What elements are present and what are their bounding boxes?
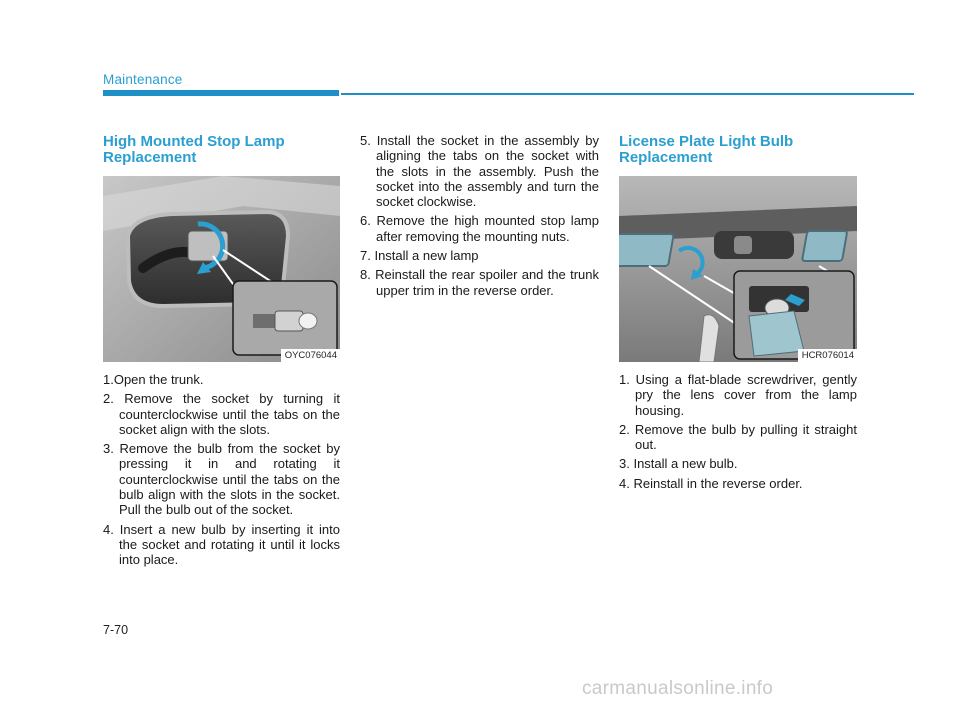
page-number: 7-70 <box>103 623 129 637</box>
section-label: Maintenance <box>103 72 183 87</box>
list-item: 3. Remove the bulb from the socket by pressing it in and rotating it counterclockwise until the tabs on the bulb align with the slots in the socket. Pull the bulb out of the socket. <box>103 441 340 518</box>
stop-lamp-figure-code: OYC076044 <box>281 349 340 362</box>
list-item: 5. Install the socket in the assembly by aligning the tabs on the socket with the slots in the assembly. Push the socket into the assembly and turn the socket clockwise. <box>360 133 599 210</box>
license-light-figure-code: HCR076014 <box>798 349 857 362</box>
stop-lamp-illustration <box>103 176 340 362</box>
license-light-heading: License Plate Light Bulb Replacement <box>619 133 794 166</box>
list-item: 1. Using a flat-blade screwdriver, gently pry the lens cover from the lamp housing. <box>619 372 857 418</box>
list-item: 3. Install a new bulb. <box>619 456 738 472</box>
stop-lamp-steps <box>103 372 340 572</box>
list-item: 2. Remove the socket by turning it counterclockwise until the tabs on the socket align with the slots. <box>103 391 340 437</box>
list-item: 1.Open the trunk. <box>103 372 204 387</box>
list-item: 4. Insert a new bulb by inserting it into the socket and rotating it until it locks into place. <box>103 521 340 568</box>
list-item: 7. Install a new lamp <box>360 248 479 264</box>
list-item: 2. Remove the bulb by pulling it straight out. <box>619 421 857 453</box>
license-light-figure <box>619 176 857 362</box>
watermark: carmanualsonline.info <box>582 678 774 699</box>
stop-lamp-steps-continued <box>360 133 599 302</box>
license-light-steps <box>619 372 857 495</box>
stop-lamp-heading: High Mounted Stop Lamp Replacement <box>103 133 285 166</box>
list-item: 6. Remove the high mounted stop lamp after removing the mounting nuts. <box>360 213 599 244</box>
list-item: 8. Reinstall the rear spoiler and the trunk upper trim in the reverse order. <box>360 267 599 298</box>
header-rule-thin <box>341 93 914 95</box>
header-rule-thick <box>103 90 339 96</box>
list-item: 4. Reinstall in the reverse order. <box>619 475 803 491</box>
license-light-illustration <box>619 176 857 362</box>
stop-lamp-figure <box>103 176 340 362</box>
